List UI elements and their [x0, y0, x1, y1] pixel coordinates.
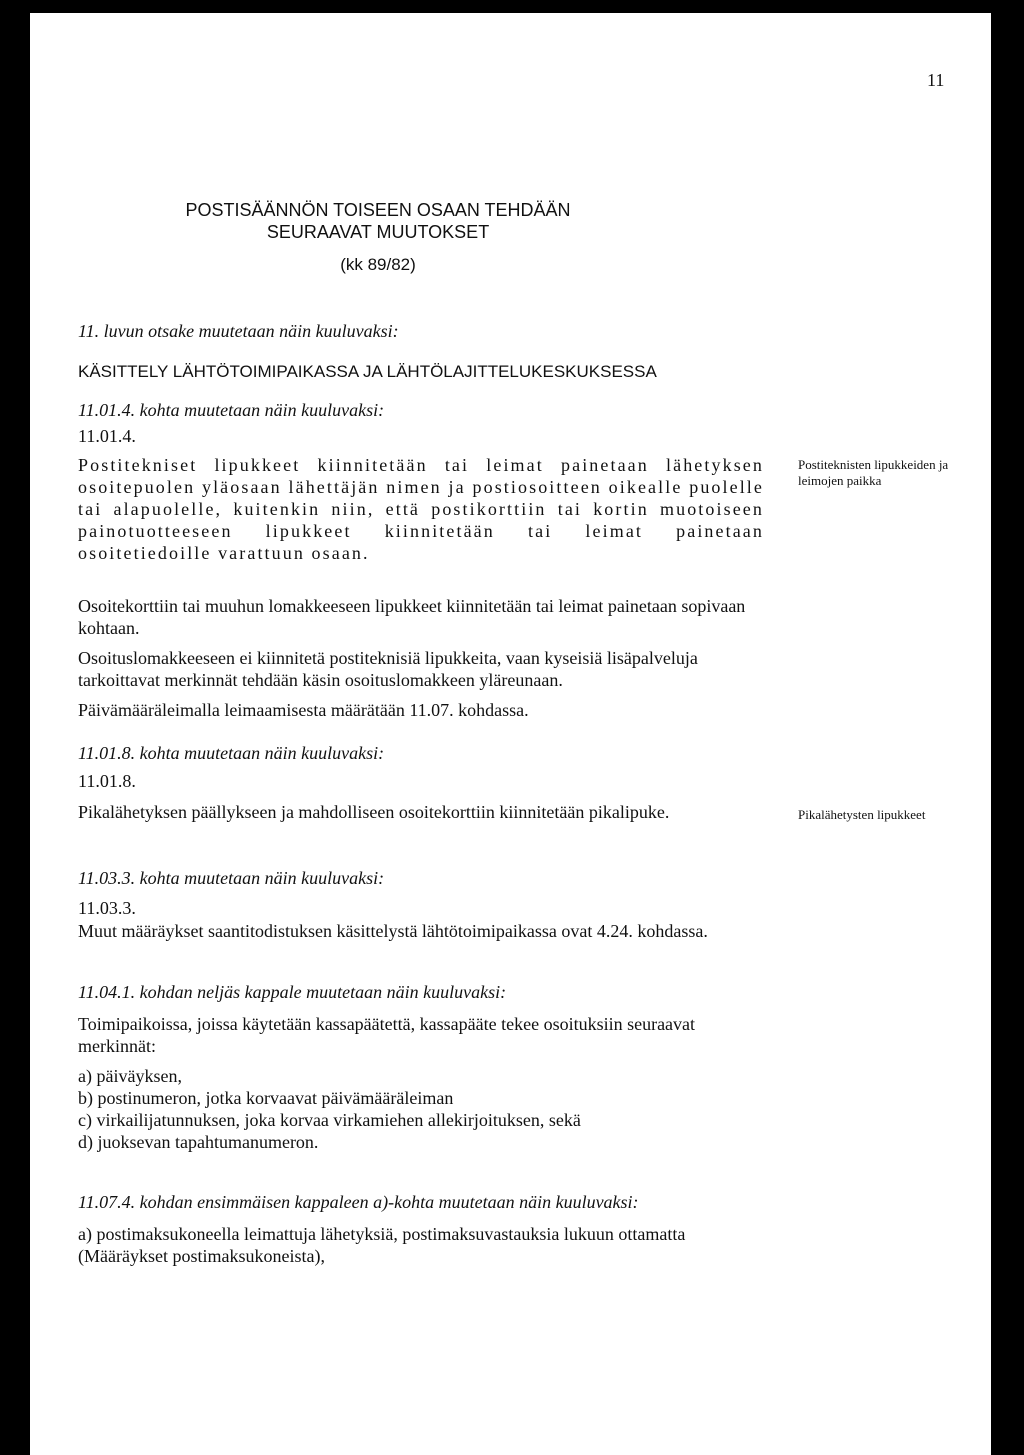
section-heading-11-01-8: 11.01.8. kohta muutetaan näin kuuluvaksi:	[78, 743, 385, 763]
list-item: b) postinumeron, jotka korvaavat päivämääräleiman	[78, 1088, 454, 1108]
document-title-line1: POSTISÄÄNNÖN TOISEEN OSAAN TEHDÄÄN	[185, 200, 571, 220]
section-heading-11-07-4: 11.07.4. kohdan ensimmäisen kappaleen a)-kohta muutetaan näin kuuluvaksi:	[78, 1192, 639, 1212]
paragraph-postimaksukone: a) postimaksukoneella leimattuja lähetyksiä, postimaksuvastauksia lukuun ottamatta (Määräykset postimaksukoneista),	[78, 1224, 686, 1266]
margin-note-lipukkeiden-paikka: Postiteknisten lipukkeiden ja leimojen paikka	[798, 457, 949, 488]
section-heading-11-04-1: 11.04.1. kohdan neljäs kappale muutetaan näin kuuluvaksi:	[78, 982, 507, 1002]
paragraph-kassapaate: Toimipaikoissa, joissa käytetään kassapäätettä, kassapääte tekee osoituksiin seuraavat merkinnät:	[78, 1014, 696, 1056]
document-page	[30, 13, 991, 1455]
section-number-11-01-8: 11.01.8.	[78, 771, 136, 791]
page-number: 11	[927, 70, 945, 90]
paragraph-saantitodistus: Muut määräykset saantitodistuksen käsittelystä lähtötoimipaikassa ovat 4.24. kohdassa.	[78, 921, 708, 941]
margin-note-pikalahetysten-lipukkeet: Pikalähetysten lipukkeet	[798, 807, 926, 822]
paragraph-lipukkeet-paikka: Postitekniset lipukkeet kiinnitetään tai leimat painetaan lähetyksen osoitepuolen yläosaan lähettäjän nimen ja postiosoitteen oikealle puolelle tai alapuolelle, kuitenkin niin, että postikorttiin tai kortin muotoiseen painotuotteeseen lipukkeet kiinnitetään tai leimat painetaan osoitetiedoille varattuun osaan.	[78, 455, 764, 563]
section-number-11-03-3: 11.03.3.	[78, 898, 136, 918]
paragraph-pikalahetys: Pikalähetyksen päällykseen ja mahdolliseen osoitekorttiin kiinnitetään pikalipuke.	[78, 802, 670, 822]
list-merkinnat	[78, 1065, 764, 1153]
section-heading-11-01-4: 11.01.4. kohta muutetaan näin kuuluvaksi:	[78, 400, 385, 420]
paragraph-paivamaaraleima: Päivämääräleimalla leimaamisesta määrätään 11.07. kohdassa.	[78, 700, 529, 720]
list-item: d) juoksevan tapahtumanumeron.	[78, 1132, 319, 1152]
list-item: a) päiväyksen,	[78, 1066, 182, 1086]
section-number-11-01-4: 11.01.4.	[78, 426, 136, 446]
document-reference: (kk 89/82)	[340, 255, 416, 274]
section-heading-11: 11. luvun otsake muutetaan näin kuuluvaksi:	[78, 321, 399, 341]
section-heading-11-03-3: 11.03.3. kohta muutetaan näin kuuluvaksi:	[78, 868, 385, 888]
section-text-11: KÄSITTELY LÄHTÖTOIMIPAIKASSA JA LÄHTÖLAJITTELUKESKUKSESSA	[78, 362, 657, 381]
list-item: c) virkailijatunnuksen, joka korvaa virkamiehen allekirjoituksen, sekä	[78, 1110, 581, 1130]
paragraph-osoitekortti: Osoitekorttiin tai muuhun lomakkeeseen lipukkeet kiinnitetään tai leimat painetaan sopivaan kohtaan.	[78, 596, 746, 638]
paragraph-osoituslomake: Osoituslomakkeeseen ei kiinnitetä postiteknisiä lipukkeita, vaan kyseisiä lisäpalveluja tarkoittavat merkinnät tehdään käsin osoituslomakkeen yläreunaan.	[78, 648, 698, 690]
document-title-line2: SEURAAVAT MUUTOKSET	[266, 222, 490, 242]
